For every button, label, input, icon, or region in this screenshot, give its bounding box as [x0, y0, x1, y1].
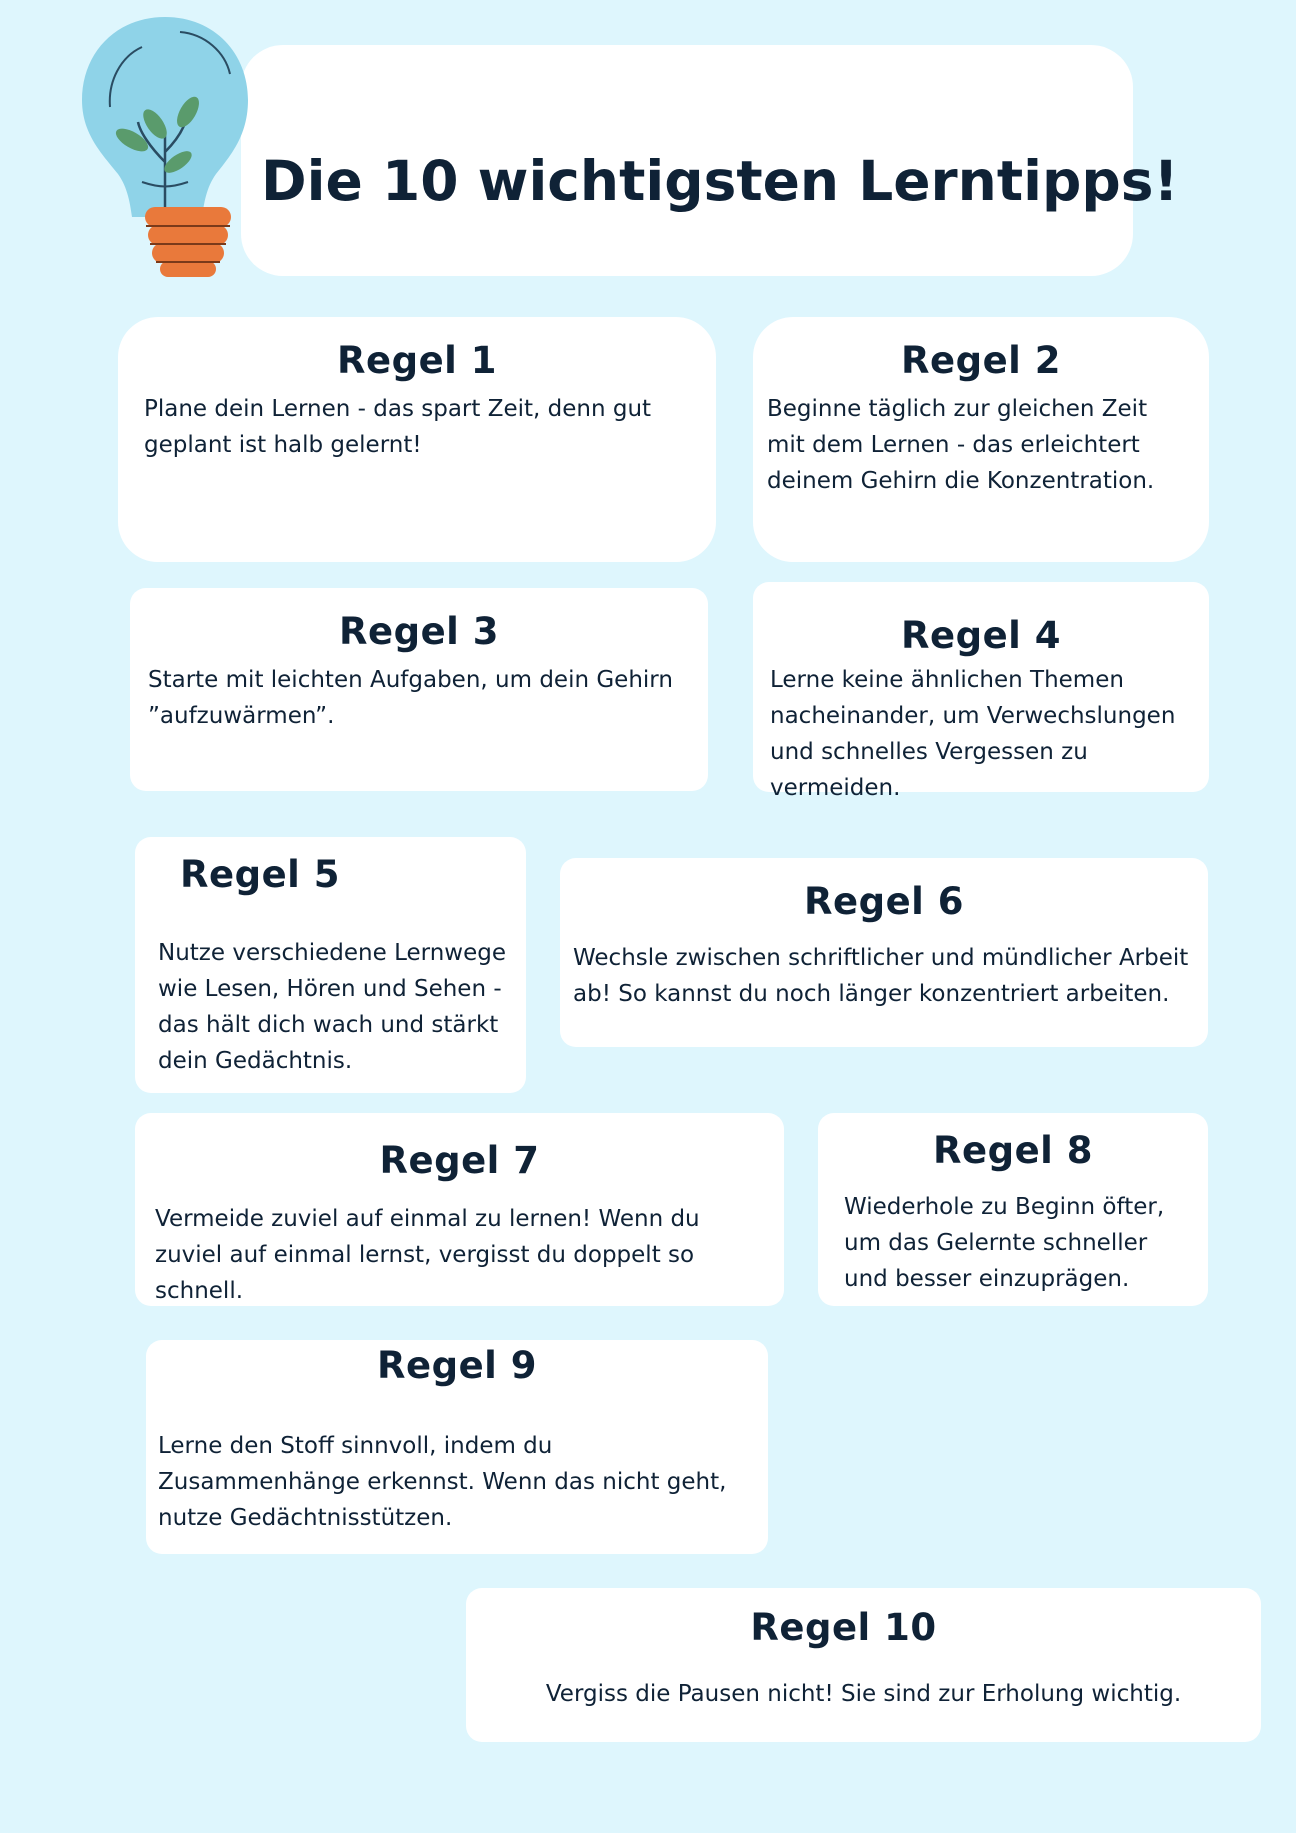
rule-heading: Regel 4 — [901, 614, 1061, 657]
rule-card-9 — [146, 1340, 768, 1554]
rule-text: Vergiss die Pausen nicht! Sie sind zur Erholung wichtig. — [545, 1681, 1182, 1707]
rule-heading: Regel 6 — [804, 880, 964, 923]
rule-heading: Regel 7 — [379, 1139, 540, 1182]
rule-card-10 — [466, 1588, 1261, 1742]
rule-text: Wiederhole zu Beginn öfter, um das Gelernte schneller und besser einzuprägen. — [844, 1194, 1165, 1292]
rule-card-1 — [118, 317, 716, 562]
rule-card-6 — [560, 858, 1208, 1047]
rule-card-2 — [753, 317, 1209, 562]
title-card — [241, 45, 1179, 276]
rule-heading: Regel 9 — [377, 1344, 537, 1387]
rule-card-7 — [135, 1113, 784, 1306]
rule-text: Plane dein Lernen - das spart Zeit, denn gut geplant ist halb gelernt! — [144, 396, 652, 458]
rule-heading: Regel 2 — [901, 339, 1061, 382]
rule-text: Lerne keine ähnlichen Themen nacheinander, um Verwechslungen und schnelles Vergessen zu vermeiden. — [770, 667, 1176, 801]
rule-heading: Regel 10 — [750, 1606, 937, 1649]
rule-text: Lerne den Stoff sinnvoll, indem du Zusammenhänge erkennst. Wenn das nicht geht, nutze Gedächtnisstützen. — [158, 1433, 727, 1531]
rule-heading: Regel 3 — [339, 610, 499, 653]
rule-text: Nutze verschiedene Lernwege wie Lesen, Hören und Sehen - das hält dich wach und stärkt dein Gedächtnis. — [158, 940, 506, 1074]
rule-heading: Regel 1 — [337, 339, 497, 382]
page-title: Die 10 wichtigsten Lerntipps! — [261, 149, 1179, 213]
rule-heading: Regel 5 — [180, 853, 340, 896]
rule-text: Starte mit leichten Aufgaben, um dein Gehirn ”aufzuwärmen”. — [148, 667, 673, 729]
rule-card-5 — [135, 837, 526, 1093]
rule-text: Wechsle zwischen schriftlicher und mündlicher Arbeit ab! So kannst du noch länger konzentriert arbeiten. — [573, 945, 1189, 1007]
rule-card-8 — [818, 1113, 1208, 1306]
rule-card-3 — [130, 588, 708, 791]
lightbulb-plant-icon — [80, 12, 250, 282]
rule-heading: Regel 8 — [933, 1129, 1093, 1172]
rule-text: Vermeide zuviel auf einmal zu lernen! Wenn du zuviel auf einmal lernst, vergisst du doppelt so schnell. — [155, 1206, 700, 1304]
rule-text: Beginne täglich zur gleichen Zeit mit dem Lernen - das erleichtert deinem Gehirn die Konzentration. — [767, 396, 1155, 494]
rule-card-4 — [753, 582, 1209, 801]
